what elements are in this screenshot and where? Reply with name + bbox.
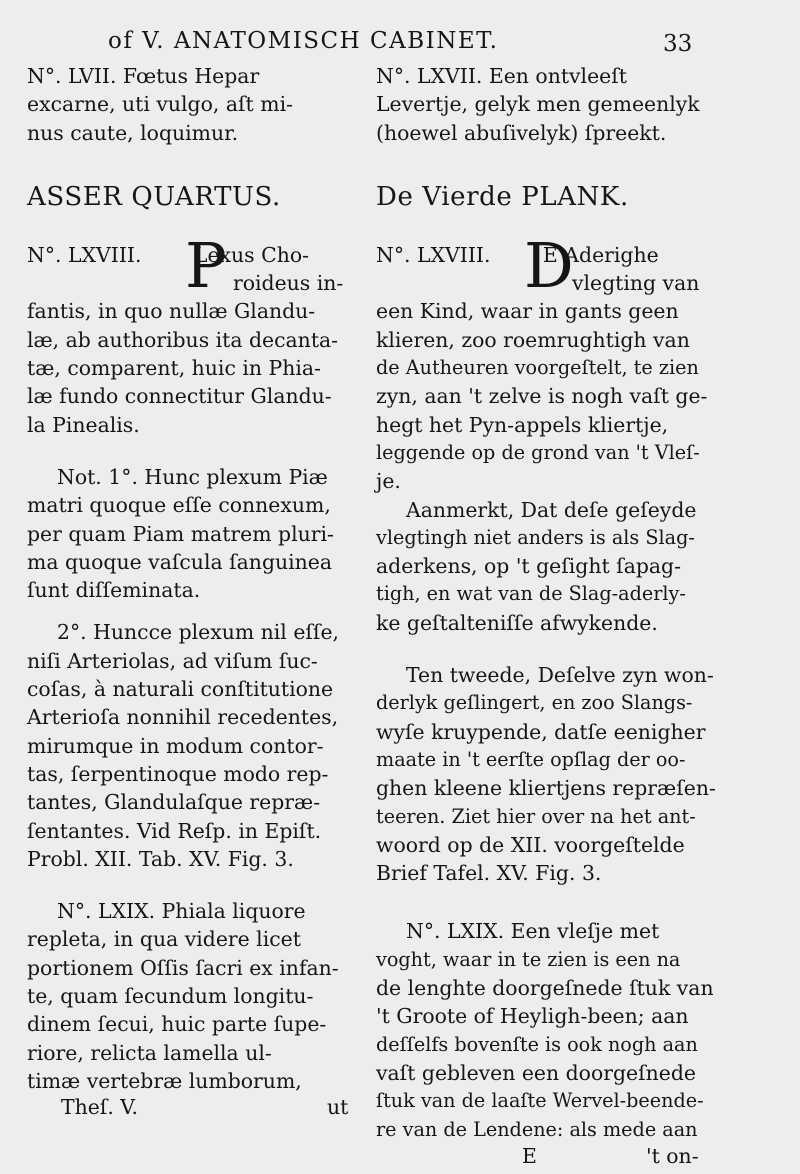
note-1-dutch [376, 496, 702, 637]
text-line: tæ, comparent, huic in Phia- [27, 356, 321, 381]
text-line: Brief Tafel. XV. Fig. 3. [376, 861, 602, 886]
text-line: wyſe kruypende, datſe eenigher [376, 719, 706, 744]
entry-label: N°. LXVIII. [376, 242, 491, 267]
text-line: deſſelfs bovenſte is ook nogh aan [376, 1032, 698, 1056]
text-line: nus caute, loquimur. [27, 120, 239, 145]
text-line: voght, waar in te zien is een na [376, 947, 681, 971]
text-line: tigh, en wat van de Slag-aderly- [376, 582, 686, 606]
text-line: ma quoque vaſcula ſanguinea [27, 549, 333, 574]
text-line: riore, relicta lamella ul- [27, 1040, 272, 1065]
latin-column [27, 62, 367, 1125]
text-line: maate in 't eerſte opſlag der oo- [376, 747, 686, 771]
text-line: niſi Arteriolas, ad viſum ſuc- [27, 648, 318, 673]
text-line: Not. 1°. Hunc plexum Piæ [57, 464, 328, 489]
text-line: (hoewel abuſivelyk) ſpreekt. [376, 120, 667, 145]
text-line: vlegting van [572, 271, 700, 296]
note-1-latin [27, 463, 367, 604]
left-footer [27, 1095, 367, 1125]
text-line: excarne, uti vulgo, aſt mi- [27, 92, 293, 117]
text-line: per quam Piam matrem pluri- [27, 521, 334, 546]
text-line: ſentantes. Vid Reſp. in Epiſt. [27, 818, 322, 843]
text-line: repleta, in qua videre licet [27, 927, 301, 952]
catchword-left: ut [327, 1095, 349, 1120]
footer-reference: Theſ. V. [61, 1095, 138, 1120]
text-line: tantes, Glandulaſque repræ- [27, 790, 321, 815]
note-2-dutch [376, 661, 716, 887]
note-2-latin [27, 618, 367, 873]
page-header [0, 0, 800, 70]
entry-68-dutch [376, 228, 708, 496]
text-line: derlyk geſlingert, en zoo Slangs- [376, 691, 693, 715]
text-line: Aanmerkt, Dat deſe geſeyde [406, 497, 697, 522]
text-line: N°. LVII. Fœtus Hepar [27, 64, 260, 88]
text-line: roideus in- [233, 271, 344, 296]
signature-mark: E [522, 1143, 537, 1168]
text-line: woord op de XII. voorgeſtelde [376, 832, 685, 857]
catchword-right: 't on- [646, 1143, 699, 1168]
entry-68-latin [27, 228, 367, 439]
text-line: læ, ab authoribus ita decanta- [27, 327, 339, 352]
section-heading-dutch: De Vierde PLANK. [376, 181, 629, 212]
text-line: te, quam ſecundum longitu- [27, 984, 314, 1009]
text-line: N°. LXIX. Een vleſje met [406, 919, 660, 944]
text-line: dinem ſecui, huic parte ſupe- [27, 1012, 327, 1037]
text-line: portionem Oſſis ſacri ex infan- [27, 955, 339, 980]
text-line: N°. LXVII. Een ontvleeſt [376, 64, 627, 88]
text-line: je. [376, 469, 401, 494]
text-line: 't Groote of Heyligh-been; aan [376, 1004, 689, 1029]
text-line: de Autheuren voorgeſtelt, te zien [376, 356, 699, 380]
first-line-rest: Lexus Cho- [193, 242, 310, 267]
text-line: vaſt gebleven een doorgeſnede [376, 1060, 696, 1085]
text-line: aderkens, op 't geſight ſapag- [376, 554, 682, 579]
entry-69-dutch [376, 917, 714, 1143]
text-line: klieren, zoo roemrughtigh van [376, 327, 690, 352]
text-line: la Pinealis. [27, 412, 140, 437]
text-line: de lenghte doorgeſnede ſtuk van [376, 976, 714, 1001]
text-line: ghen kleene kliertjens repræſen- [376, 776, 716, 801]
dutch-column [376, 62, 716, 1174]
text-line: N°. LXIX. Phiala liquore [57, 899, 306, 924]
text-line: re van de Lendene: als mede aan [376, 1117, 698, 1141]
text-line: ke geſtalteniſſe afwykende. [376, 610, 658, 635]
text-line: zyn, aan 't zelve is nogh vaſt ge- [376, 384, 708, 409]
running-head: of V. ANATOMISCH CABINET. [108, 28, 499, 54]
page-number: 33 [663, 31, 693, 57]
text-line: Levertje, gelyk men gemeenlyk [376, 92, 700, 117]
section-heading-latin: ASSER QUARTUS. [27, 181, 281, 212]
text-line: ſtuk van de laaſte Wervel-beende- [376, 1089, 704, 1113]
entry-label: N°. LXVIII. [27, 242, 142, 267]
text-line: coſas, à naturali conſtitutione [27, 677, 334, 702]
text-line: læ fundo connectitur Glandu- [27, 384, 332, 409]
text-line: Arterioſa nonnihil recedentes, [27, 705, 339, 730]
entry-57-latin [27, 62, 367, 147]
text-line: vlegtingh niet anders is als Slag- [376, 525, 695, 549]
right-footer [376, 1144, 702, 1174]
drop-capital: D [524, 228, 574, 302]
first-line-rest: E Aderighe [542, 242, 659, 267]
drop-capital: P [185, 228, 227, 302]
text-line: ſunt diſſeminata. [27, 578, 201, 603]
text-line: teeren. Ziet hier over na het ant- [376, 804, 696, 828]
entry-69-latin [27, 897, 367, 1095]
entry-67-dutch [376, 62, 702, 147]
text-line: leggende op de grond van 't Vleſ- [376, 440, 700, 464]
text-line: 2°. Huncce plexum nil eſſe, [57, 620, 340, 645]
text-line: hegt het Pyn-appels kliertje, [376, 412, 669, 437]
text-line: een Kind, waar in gants geen [376, 299, 679, 324]
text-line: Probl. XII. Tab. XV. Fig. 3. [27, 846, 294, 871]
text-line: matri quoque eſſe connexum, [27, 493, 331, 518]
text-line: fantis, in quo nullæ Glandu- [27, 299, 316, 324]
text-line: Ten tweede, Deſelve zyn won- [406, 663, 714, 688]
text-line: tas, ſerpentinoque modo rep- [27, 761, 329, 786]
text-line: mirumque in modum contor- [27, 733, 324, 758]
text-line: timæ vertebræ lumborum, [27, 1068, 302, 1093]
